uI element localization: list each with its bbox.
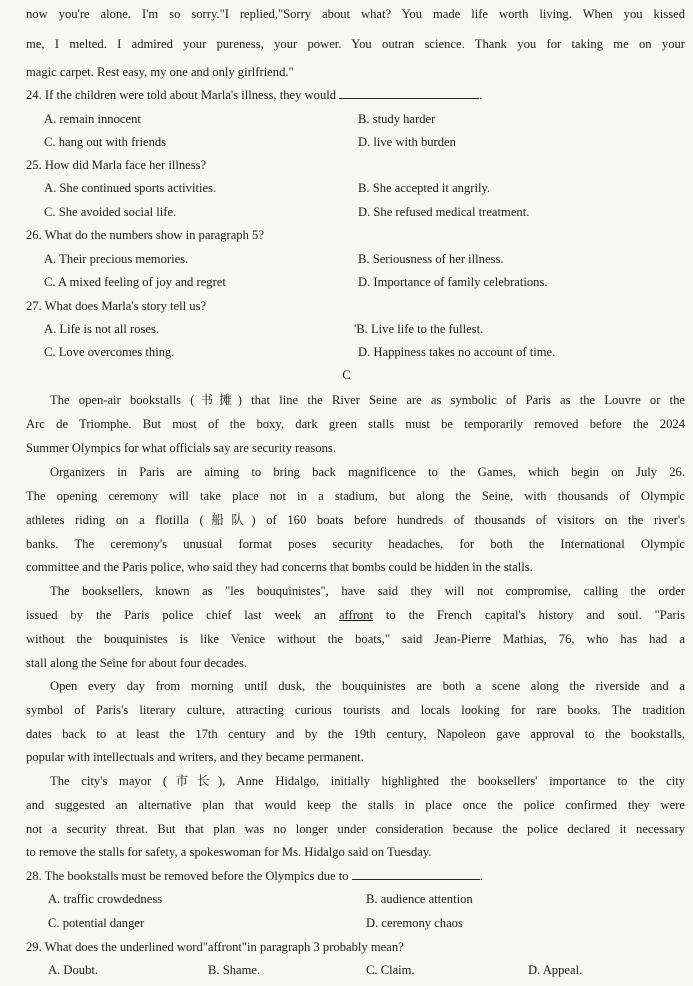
question-24-end: .	[479, 88, 483, 102]
underlined-word-affront: affront	[338, 608, 373, 622]
question-28-stem: 28. The bookstalls must be removed before the Olympics due to	[26, 869, 349, 883]
passage-c-line: dates back to at least the 17th century and by the 19th century, Napoleon gave approval to the bookstalls,	[26, 727, 685, 741]
option-25-c: C. She avoided social life.	[44, 205, 177, 219]
question-27-stem: 27. What does Marla's story tell us?	[26, 299, 207, 313]
answer-blank	[339, 98, 479, 99]
passage-c-line: athletes riding on a flotilla (船队) of 160 boats before hundreds of thousands of visitors on the river's	[26, 513, 685, 527]
section-c-heading: C	[342, 368, 351, 382]
passage-c-line: and suggested an alternative plan that would keep the stalls in place once the police confirmed they were	[26, 798, 685, 812]
option-27-a: A. Life is not all roses.	[44, 322, 160, 336]
option-24-d: D. live with burden	[358, 135, 456, 149]
passage-b-line: me, I melted. I admired your pureness, your power. You outran science. Thank you for taking me on your	[26, 37, 685, 51]
passage-c-line: committee and the Paris police, who said they had concerns that bombs could be hidden in the stalls.	[26, 560, 533, 574]
passage-c-line: The open-air bookstalls (书摊) that line the River Seine are as symbolic of Paris as the Louvre or the	[50, 393, 685, 407]
option-26-c: C. A mixed feeling of joy and regret	[44, 275, 226, 289]
question-28-end: .	[479, 869, 483, 883]
passage-c-line: Summer Olympics for what officials say are security reasons.	[26, 441, 336, 455]
passage-c-line: popular with intellectuals and writers, and they became permanent.	[26, 750, 364, 764]
option-29-c: C. Claim.	[366, 963, 415, 977]
option-28-a: A. traffic crowdedness	[48, 892, 163, 906]
option-29-d: D. Appeal.	[528, 963, 583, 977]
option-25-b: B. She accepted it angrily.	[358, 181, 491, 195]
option-26-b: B. Seriousness of her illness.	[358, 252, 504, 266]
passage-c-line: not a security threat. But that plan was no longer under consideration because the police declared it necessary	[26, 822, 685, 836]
question-29-stem: 29. What does the underlined word"affront"in paragraph 3 probably mean?	[26, 940, 404, 954]
passage-c-line: without the bouquinistes is like Venice without the boats," said Jean-Pierre Mathias, 76, who has had a	[26, 632, 685, 646]
option-25-a: A. She continued sports activities.	[44, 181, 217, 195]
passage-c-line: The city's mayor (市长), Anne Hidalgo, initially highlighted the booksellers' importance to the city	[50, 774, 685, 788]
passage-c-text: issued by the Paris police chief last week an	[26, 608, 339, 622]
passage-c-line: Open every day from morning until dusk, the bouquinistes are both a scene along the riverside and a	[50, 679, 685, 693]
question-24-stem: 24. If the children were told about Marla's illness, they would	[26, 88, 337, 102]
passage-c-line: Organizers in Paris are aiming to bring back magnificence to the Games, which begin on July 26.	[50, 465, 685, 479]
passage-c-line: stall along the Seine for about four decades.	[26, 656, 248, 670]
option-27-d: D. Happiness takes no account of time.	[358, 345, 556, 359]
option-27-c: C. Love overcomes thing.	[44, 345, 175, 359]
option-27-b: 'B. Live life to the fullest.	[354, 322, 484, 336]
passage-c-line: banks. The ceremony's unusual format poses security headaches, for both the International Olympic	[26, 537, 685, 551]
passage-c-line: The booksellers, known as "les bouquinistes", have said they will not compromise, calling the order	[50, 584, 685, 598]
option-28-d: D. ceremony chaos	[366, 916, 463, 930]
option-29-a: A. Doubt.	[48, 963, 99, 977]
passage-c-line: symbol of Paris's literary culture, attracting curious tourists and locals looking for rare books. The tradition	[26, 703, 685, 717]
option-26-d: D. Importance of family celebrations.	[358, 275, 548, 289]
option-26-a: A. Their precious memories.	[44, 252, 189, 266]
passage-c-line: The opening ceremony will take place not in a stadium, but along the Seine, with thousands of Olympic	[26, 489, 685, 503]
question-25-stem: 25. How did Marla face her illness?	[26, 158, 207, 172]
passage-c-line: Arc de Triomphe. But most of the boxy, dark green stalls must be temporarily removed before the 2024	[26, 417, 685, 431]
passage-c-line: to remove the stalls for safety, a spokeswoman for Ms. Hidalgo said on Tuesday.	[26, 845, 432, 859]
answer-blank	[352, 879, 480, 880]
passage-b-line: now you're alone. I'm so sorry."I replied,"Sorry about what? You made life worth living. When you kissed	[26, 7, 685, 21]
passage-c-text: to the French capital's history and soul. "Paris	[373, 608, 685, 622]
option-25-d: D. She refused medical treatment.	[358, 205, 530, 219]
option-28-c: C. potential danger	[48, 916, 145, 930]
passage-c-line	[26, 609, 685, 622]
option-24-b: B. study harder	[358, 112, 436, 126]
question-24	[26, 89, 482, 102]
question-26-stem: 26. What do the numbers show in paragraph 5?	[26, 228, 264, 242]
question-28	[26, 870, 483, 883]
option-24-a: A. remain innocent	[44, 112, 141, 126]
option-24-c: C. hang out with friends	[44, 135, 167, 149]
passage-b-line: magic carpet. Rest easy, my one and only girlfriend."	[26, 65, 294, 79]
option-28-b: B. audience attention	[366, 892, 473, 906]
option-29-b: B. Shame.	[208, 963, 261, 977]
